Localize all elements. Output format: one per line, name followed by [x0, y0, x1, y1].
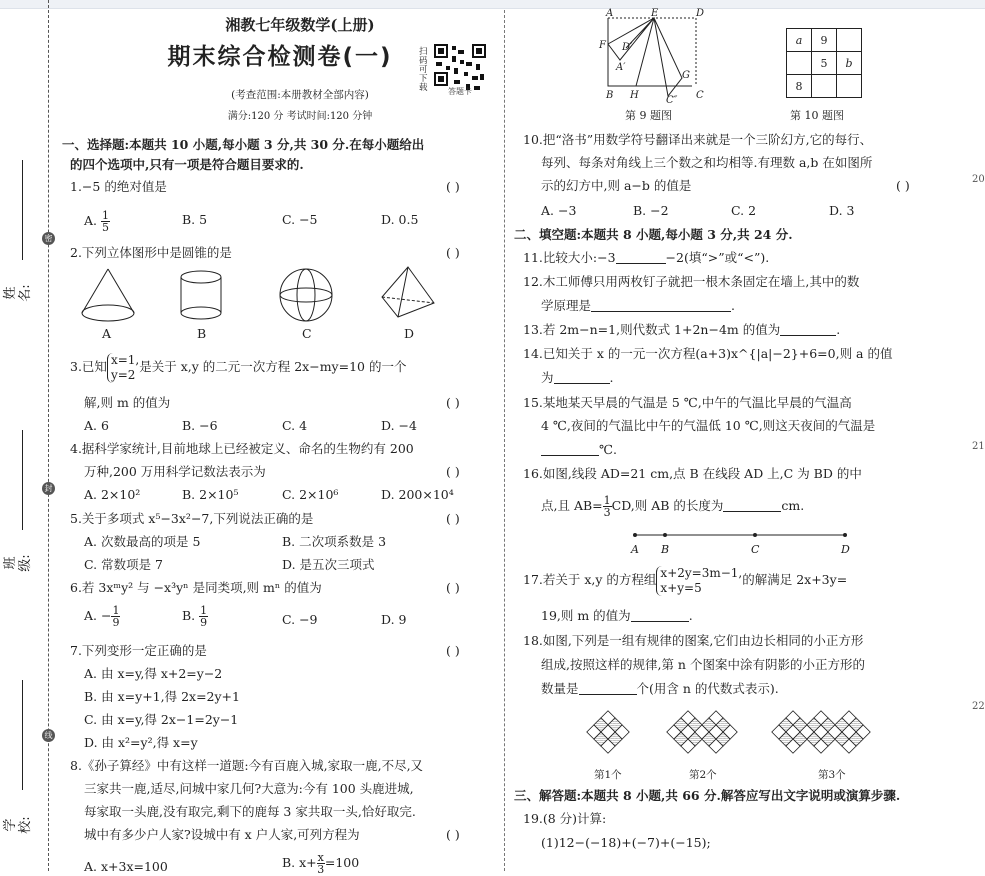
q12-stem-line1: 12.木工师傅只用两枚钉子就把一根木条固定在墙上,其中的数 [523, 274, 860, 289]
q10-option-b[interactable]: B. −2 [633, 203, 669, 218]
q5-stem: 5.关于多项式 x⁵−3x²−7,下列说法正确的是 [70, 511, 314, 526]
q14-stem-line1: 14.已知关于 x 的一元一次方程(a+3)x^{|a|−2}+6=0,则 a 的值 [523, 346, 893, 361]
q2-solid-figures [78, 265, 458, 327]
q1-option-c[interactable]: C. −5 [282, 212, 318, 227]
fig9-label-d: D [696, 8, 705, 19]
q3-answer-paren[interactable]: ( ) [446, 395, 460, 410]
school-label: 学校: [3, 816, 33, 834]
fig10-cell [837, 75, 862, 98]
q3-option-a[interactable]: A. 6 [84, 418, 109, 433]
q1-option-a[interactable]: A. $\frac{1}{5}$ [84, 209, 109, 234]
q4-option-b[interactable]: B. 2×10⁵ [182, 487, 239, 502]
margin-number-22: 22 [972, 701, 985, 712]
q8-option-a[interactable]: A. x+3x=100 [84, 859, 168, 874]
fig9-label-a-prime: A′ [616, 62, 626, 73]
school-underline [22, 680, 23, 790]
q19-stem: 19.(8 分)计算: [523, 811, 607, 826]
q2-label-c[interactable]: C [302, 326, 312, 341]
q1-answer-paren[interactable]: ( ) [446, 179, 460, 194]
q5-option-d[interactable]: D. 是五次三项式 [282, 557, 375, 572]
seal-mark-xian: 线 [42, 729, 55, 742]
cylinder-sides [181, 277, 221, 313]
book-title: 湘教七年级数学(上册) [225, 16, 375, 34]
q10-option-a[interactable]: A. −3 [541, 203, 577, 218]
fig9-label-e: E [651, 8, 659, 19]
q4-option-d[interactable]: D. 200×10⁴ [381, 487, 454, 502]
q16-point-d: D [841, 543, 850, 556]
q5-option-c[interactable]: C. 常数项是 7 [84, 557, 163, 572]
fig10-cell: 5 [812, 52, 837, 75]
q13-answer-blank[interactable] [780, 323, 836, 336]
q18-caption-3: 第3个 [818, 769, 846, 781]
sphere-equator [280, 288, 332, 302]
fig10-cell: 9 [812, 29, 837, 52]
q3-option-b[interactable]: B. −6 [182, 418, 218, 433]
margin-number-20: 20 [972, 174, 985, 185]
q16-answer-blank[interactable] [723, 499, 781, 512]
class-label: 班级: [3, 554, 33, 572]
fig9-label-d-prime: D′ [622, 42, 633, 53]
q6-option-c[interactable]: C. −9 [282, 612, 318, 627]
pattern-3 [772, 711, 870, 753]
q6-answer-paren[interactable]: ( ) [446, 580, 460, 595]
fig9-caption: 第 9 题图 [625, 109, 672, 122]
seal-mark-feng: 封 [42, 482, 55, 495]
exam-scope: (考查范围:本册教材全部内容) [231, 89, 369, 101]
q7-answer-paren[interactable]: ( ) [446, 643, 460, 658]
q4-stem: 4.据科学家统计,目前地球上已经被定义、命名的生物约有 200 [70, 441, 414, 456]
q7-option-b[interactable]: B. 由 x=y+1,得 2x=2y+1 [84, 689, 240, 704]
section3-heading: 三、解答题:本题共 8 小题,共 66 分.解答应写出文字说明或演算步骤. [514, 788, 901, 803]
section1-heading-line2: 的四个选项中,只有一项是符合题目要求的. [70, 157, 304, 172]
q3-option-d[interactable]: D. −4 [381, 418, 417, 433]
q16-point-c: C [751, 543, 760, 556]
q5-option-a[interactable]: A. 次数最高的项是 5 [84, 534, 201, 549]
q13-stem: 13.若 2m−n=1,则代数式 1+2n−4m 的值为 . [523, 322, 841, 337]
q3-option-c[interactable]: C. 4 [282, 418, 308, 433]
seal-mark-mi: 密 [42, 232, 55, 245]
fig9-label-h: H [630, 90, 639, 101]
q8-answer-paren[interactable]: ( ) [446, 827, 460, 842]
q3-stem-line2: 解,则 m 的值为 [84, 395, 171, 410]
fig10-magic-square [786, 28, 862, 98]
fig9-diagram [596, 8, 716, 104]
q4-stem-line2: 万种,200 万用科学记数法表示为 [84, 464, 266, 479]
fig9-label-b: B [606, 90, 614, 101]
q4-option-c[interactable]: C. 2×10⁶ [282, 487, 339, 502]
q18-caption-2: 第2个 [689, 769, 717, 781]
fig10-caption: 第 10 题图 [790, 109, 844, 122]
q7-option-a[interactable]: A. 由 x=y,得 x+2=y−2 [84, 666, 223, 681]
q7-option-c[interactable]: C. 由 x=y,得 2x−1=2y−1 [84, 712, 239, 727]
q2-answer-paren[interactable]: ( ) [446, 245, 460, 260]
q17-stem-line1: 17.若关于 x,y 的方程组 x+2y=3m−1, x+y=5 的解满足 2x+3y= [523, 565, 848, 595]
column-separator [504, 10, 505, 871]
q16-point-b: B [661, 543, 670, 556]
q4-option-a[interactable]: A. 2×10² [84, 487, 141, 502]
cone-figure [82, 269, 134, 313]
q8-stem-line3: 每家取一头鹿,没有取完,剩下的鹿每 3 家共取一头,恰好取完. [84, 804, 416, 819]
q11-stem: 11.比较大小:−3 −2(填“>”或“<”). [523, 250, 770, 265]
cylinder-bottom [181, 307, 221, 319]
q6-option-d[interactable]: D. 9 [381, 612, 407, 627]
q15-stem-line1: 15.某地某天早晨的气温是 5 ℃,中午的气温比早晨的气温高 [523, 395, 852, 410]
q18-caption-1: 第1个 [594, 769, 622, 781]
q15-stem-line2: 4 ℃,夜间的气温比中午的气温低 10 ℃,则这天夜间的气温是 [541, 418, 876, 433]
fig9-label-a: A [606, 8, 614, 19]
fig9-label-c: C [696, 90, 704, 101]
q7-option-d[interactable]: D. 由 x²=y²,得 x=y [84, 735, 198, 750]
q14-answer-blank[interactable] [554, 371, 610, 384]
section1-heading: 一、选择题:本题共 10 小题,每小题 3 分,共 30 分.在每小题给出 [62, 137, 425, 152]
q18-stem-line3: 数量是 个(用含 n 的代数式表示). [541, 681, 779, 696]
pattern-2 [667, 711, 737, 753]
q10-option-d[interactable]: D. 3 [829, 203, 855, 218]
cylinder-top [181, 271, 221, 283]
qr-side-label: 扫码可下载 [419, 47, 428, 93]
fig10-cell: 8 [787, 75, 812, 98]
section2-heading: 二、填空题:本题共 8 小题,每小题 3 分,共 24 分. [514, 227, 793, 242]
q2-stem: 2.下列立体图形中是圆锥的是 [70, 245, 232, 260]
q16-point-a: A [631, 543, 639, 556]
q16-stem-line2: 点,且 AB= $\frac{1}{3}$ CD,则 AB 的长度为 cm. [541, 494, 805, 519]
q12-answer-blank[interactable] [591, 299, 731, 312]
fig9-label-g: G [682, 70, 690, 81]
q19-part1: (1)12−(−18)+(−7)+(−15); [541, 835, 711, 850]
q8-option-b[interactable]: B. x+ $\frac{x}{3}$ =100 [282, 851, 360, 876]
q10-stem-line2: 每列、每条对角线上三个数之和均相等.有理数 a,b 在如图所 [541, 155, 873, 170]
q2-label-b[interactable]: B [197, 326, 207, 341]
q8-stem-line2: 三家共一鹿,适尽,问城中家几何?大意为:今有 100 头鹿进城, [84, 781, 414, 796]
sphere-figure [280, 269, 332, 321]
pattern-1 [587, 711, 629, 753]
exam-title: 期末综合检测卷(一) [167, 44, 393, 70]
q16-segment-figure [625, 527, 855, 557]
fig10-cell: a [787, 29, 812, 52]
q14-stem-line2: 为 . [541, 370, 614, 385]
q17-stem-line2: 19,则 m 的值为 . [541, 608, 693, 623]
fig9-label-c-dprime: C″ [666, 95, 678, 104]
q6-option-a[interactable]: A. − $\frac{1}{9}$ [84, 604, 120, 629]
q12-stem-line2: 学原理是 . [541, 298, 735, 313]
q5-answer-paren[interactable]: ( ) [446, 511, 460, 526]
q3-stem: 3.已知 x=1, y=2 是关于 x,y 的二元一次方程 2x−my=10 的一个 [70, 352, 407, 382]
q18-answer-blank[interactable] [579, 682, 637, 695]
q10-option-c[interactable]: C. 2 [731, 203, 757, 218]
q1-stem: 1.−5 的绝对值是 [70, 179, 167, 194]
q18-stem-line2: 组成,按照这样的规律,第 n 个图案中涂有阴影的小正方形的 [541, 657, 865, 672]
qr-caption: 答题卡 [448, 87, 472, 96]
sphere-meridian [297, 269, 315, 321]
cone-base [82, 305, 134, 321]
name-underline [22, 160, 23, 260]
margin-number-21: 21 [972, 441, 985, 452]
q2-label-a[interactable]: A [102, 326, 112, 341]
q5-option-b[interactable]: B. 二次项系数是 3 [282, 534, 387, 549]
q10-stem-line3: 示的幻方中,则 a−b 的值是 [541, 178, 692, 193]
q1-option-d[interactable]: D. 0.5 [381, 212, 419, 227]
q11-answer-blank[interactable] [616, 251, 666, 264]
q6-option-b[interactable]: B. $\frac{1}{9}$ [182, 604, 208, 629]
q17-answer-blank[interactable] [631, 609, 689, 622]
q18-stem-line1: 18.如图,下列是一组有规律的图案,它们由边长相同的小正方形 [523, 633, 864, 648]
fig10-cell: b [837, 52, 862, 75]
q7-stem: 7.下列变形一定正确的是 [70, 643, 207, 658]
q15-stem-line3: ℃. [541, 442, 617, 458]
q15-answer-blank[interactable] [541, 443, 599, 456]
exam-meta: 满分:120 分 考试时间:120 分钟 [227, 111, 373, 122]
q8-stem-line1: 8.《孙子算经》中有这样一道题:今有百鹿入城,家取一鹿,不尽,又 [70, 758, 424, 773]
q18-pattern-figure [578, 700, 908, 770]
q10-stem-line1: 10.把“洛书”用数学符号翻译出来就是一个三阶幻方,它的每行、 [523, 132, 873, 147]
q8-stem-line4: 城中有多少户人家?设城中有 x 户人家,可列方程为 [84, 827, 360, 842]
q4-answer-paren[interactable]: ( ) [446, 464, 460, 479]
class-underline [22, 430, 23, 530]
pyramid-figure [382, 267, 434, 317]
q10-answer-paren[interactable]: ( ) [896, 178, 910, 193]
name-label: 姓名: [3, 284, 33, 302]
fig9-label-f: F [599, 40, 606, 51]
fig10-cell [837, 29, 862, 52]
q2-label-d[interactable]: D [404, 326, 415, 341]
fig10-cell [787, 52, 812, 75]
q16-stem-line1: 16.如图,线段 AD=21 cm,点 B 在线段 AD 上,C 为 BD 的中 [523, 466, 862, 481]
q6-stem: 6.若 3xᵐy² 与 −x³yⁿ 是同类项,则 mⁿ 的值为 [70, 580, 322, 595]
q1-option-b[interactable]: B. 5 [182, 212, 208, 227]
fig10-cell [812, 75, 837, 98]
top-strip [0, 0, 985, 9]
